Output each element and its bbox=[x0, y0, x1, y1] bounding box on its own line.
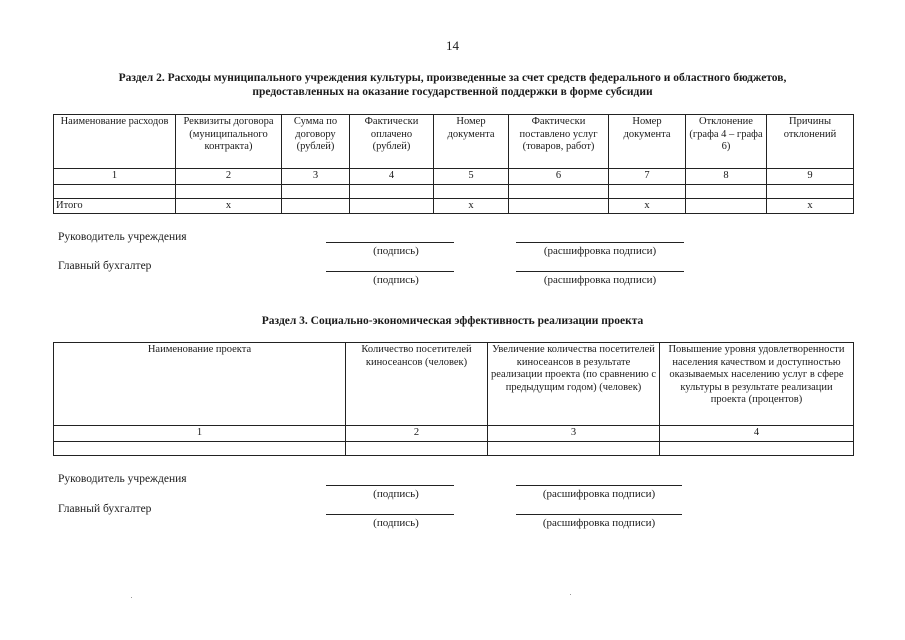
decode-line bbox=[516, 242, 684, 243]
section2-empty-row bbox=[54, 184, 854, 198]
s3-header-cell: Увеличение количества посетителей киносеансов в результате реализации проекта (по сравнению с предыдущим годом) (человек) bbox=[488, 343, 660, 426]
s3-header-cell: Наименование проекта bbox=[54, 343, 346, 426]
s2-header-cell: Номер документа bbox=[609, 115, 686, 169]
head-of-institution-label: Руководитель учреждения bbox=[58, 473, 187, 485]
s2-number-cell: 2 bbox=[176, 169, 282, 185]
s2-number-cell: 7 bbox=[609, 169, 686, 185]
decode-caption: (расшифровка подписи) bbox=[542, 488, 656, 500]
section3-title: Раздел 3. Социально-экономическая эффективность реализации проекта bbox=[261, 315, 644, 327]
s2-header-cell: Сумма по договору (рублей) bbox=[282, 115, 350, 169]
section2-expenses-table bbox=[53, 114, 854, 214]
chief-accountant-label: Главный бухгалтер bbox=[58, 260, 152, 272]
s2-empty-cell bbox=[176, 184, 282, 198]
s2-header-cell: Фактически оплачено (рублей) bbox=[350, 115, 434, 169]
s2-header-cell: Причины отклонений bbox=[767, 115, 854, 169]
section3-header-row bbox=[54, 343, 854, 426]
s2-header-cell: Наименование расходов bbox=[54, 115, 176, 169]
s2-header-cell: Отклонение (графа 4 – графа 6) bbox=[686, 115, 767, 169]
signature-line bbox=[326, 485, 454, 486]
s3-empty-cell bbox=[346, 441, 488, 455]
s2-total-cell: х bbox=[609, 198, 686, 214]
signature-caption: (подпись) bbox=[373, 245, 419, 257]
s2-empty-cell bbox=[282, 184, 350, 198]
s3-header-cell: Количество посетителей киносеансов (человек) bbox=[346, 343, 488, 426]
decode-line bbox=[516, 485, 682, 486]
s3-number-cell: 3 bbox=[488, 426, 660, 442]
s2-empty-cell bbox=[609, 184, 686, 198]
signature-caption: (подпись) bbox=[373, 488, 419, 500]
signature-caption: (подпись) bbox=[373, 274, 419, 286]
s2-empty-cell bbox=[509, 184, 609, 198]
section3-empty-row bbox=[54, 441, 854, 455]
decode-line bbox=[516, 271, 684, 272]
s2-number-cell: 6 bbox=[509, 169, 609, 185]
s3-empty-cell bbox=[488, 441, 660, 455]
decode-caption: (расшифровка подписи) bbox=[542, 517, 656, 529]
s2-number-cell: 3 bbox=[282, 169, 350, 185]
s2-empty-cell bbox=[686, 184, 767, 198]
s2-total-cell: х bbox=[767, 198, 854, 214]
s2-number-cell: 9 bbox=[767, 169, 854, 185]
decode-caption: (расшифровка подписи) bbox=[543, 245, 657, 257]
s2-total-cell bbox=[509, 198, 609, 214]
decode-caption: (расшифровка подписи) bbox=[543, 274, 657, 286]
head-of-institution-label: Руководитель учреждения bbox=[58, 231, 187, 243]
s2-header-cell: Номер документа bbox=[434, 115, 509, 169]
signature-line bbox=[326, 242, 454, 243]
s2-empty-cell bbox=[767, 184, 854, 198]
decode-line bbox=[516, 514, 682, 515]
s2-number-cell: 8 bbox=[686, 169, 767, 185]
s3-number-cell: 1 bbox=[54, 426, 346, 442]
signature-line bbox=[326, 271, 454, 272]
signature-caption: (подпись) bbox=[373, 517, 419, 529]
signature-line bbox=[326, 514, 454, 515]
s3-empty-cell bbox=[54, 441, 346, 455]
s2-number-cell: 4 bbox=[350, 169, 434, 185]
section2-number-row bbox=[54, 169, 854, 185]
section2-total-row bbox=[54, 198, 854, 214]
s3-number-cell: 2 bbox=[346, 426, 488, 442]
s2-total-cell: х bbox=[176, 198, 282, 214]
scan-speck bbox=[131, 597, 132, 598]
s2-empty-cell bbox=[54, 184, 176, 198]
s3-number-cell: 4 bbox=[660, 426, 854, 442]
s2-total-cell bbox=[282, 198, 350, 214]
s2-total-cell bbox=[686, 198, 767, 214]
section2-header-row bbox=[54, 115, 854, 169]
page-number: 14 bbox=[446, 38, 459, 53]
s2-total-cell: х bbox=[434, 198, 509, 214]
s2-header-cell: Фактически поставлено услуг (товаров, работ) bbox=[509, 115, 609, 169]
s2-header-cell: Реквизиты договора (муниципального контракта) bbox=[176, 115, 282, 169]
s3-empty-cell bbox=[660, 441, 854, 455]
s2-total-label: Итого bbox=[54, 198, 176, 214]
section3-efficiency-table bbox=[53, 342, 854, 456]
section2-title-line2: предоставленных на оказание государственной поддержки в форме субсидии bbox=[252, 86, 653, 98]
s2-number-cell: 1 bbox=[54, 169, 176, 185]
section3-number-row bbox=[54, 426, 854, 442]
s3-header-cell: Повышение уровня удовлетворенности населения качеством и доступностью оказываемых населению услуг в сфере культуры в результате реализации проекта (процентов) bbox=[660, 343, 854, 426]
s2-empty-cell bbox=[434, 184, 509, 198]
section2-title-line1: Раздел 2. Расходы муниципального учреждения культуры, произведенные за счет средств федерального и областного бюджетов, bbox=[118, 72, 787, 84]
s2-empty-cell bbox=[350, 184, 434, 198]
scan-speck bbox=[570, 594, 571, 595]
s2-number-cell: 5 bbox=[434, 169, 509, 185]
chief-accountant-label: Главный бухгалтер bbox=[58, 503, 152, 515]
s2-total-cell bbox=[350, 198, 434, 214]
